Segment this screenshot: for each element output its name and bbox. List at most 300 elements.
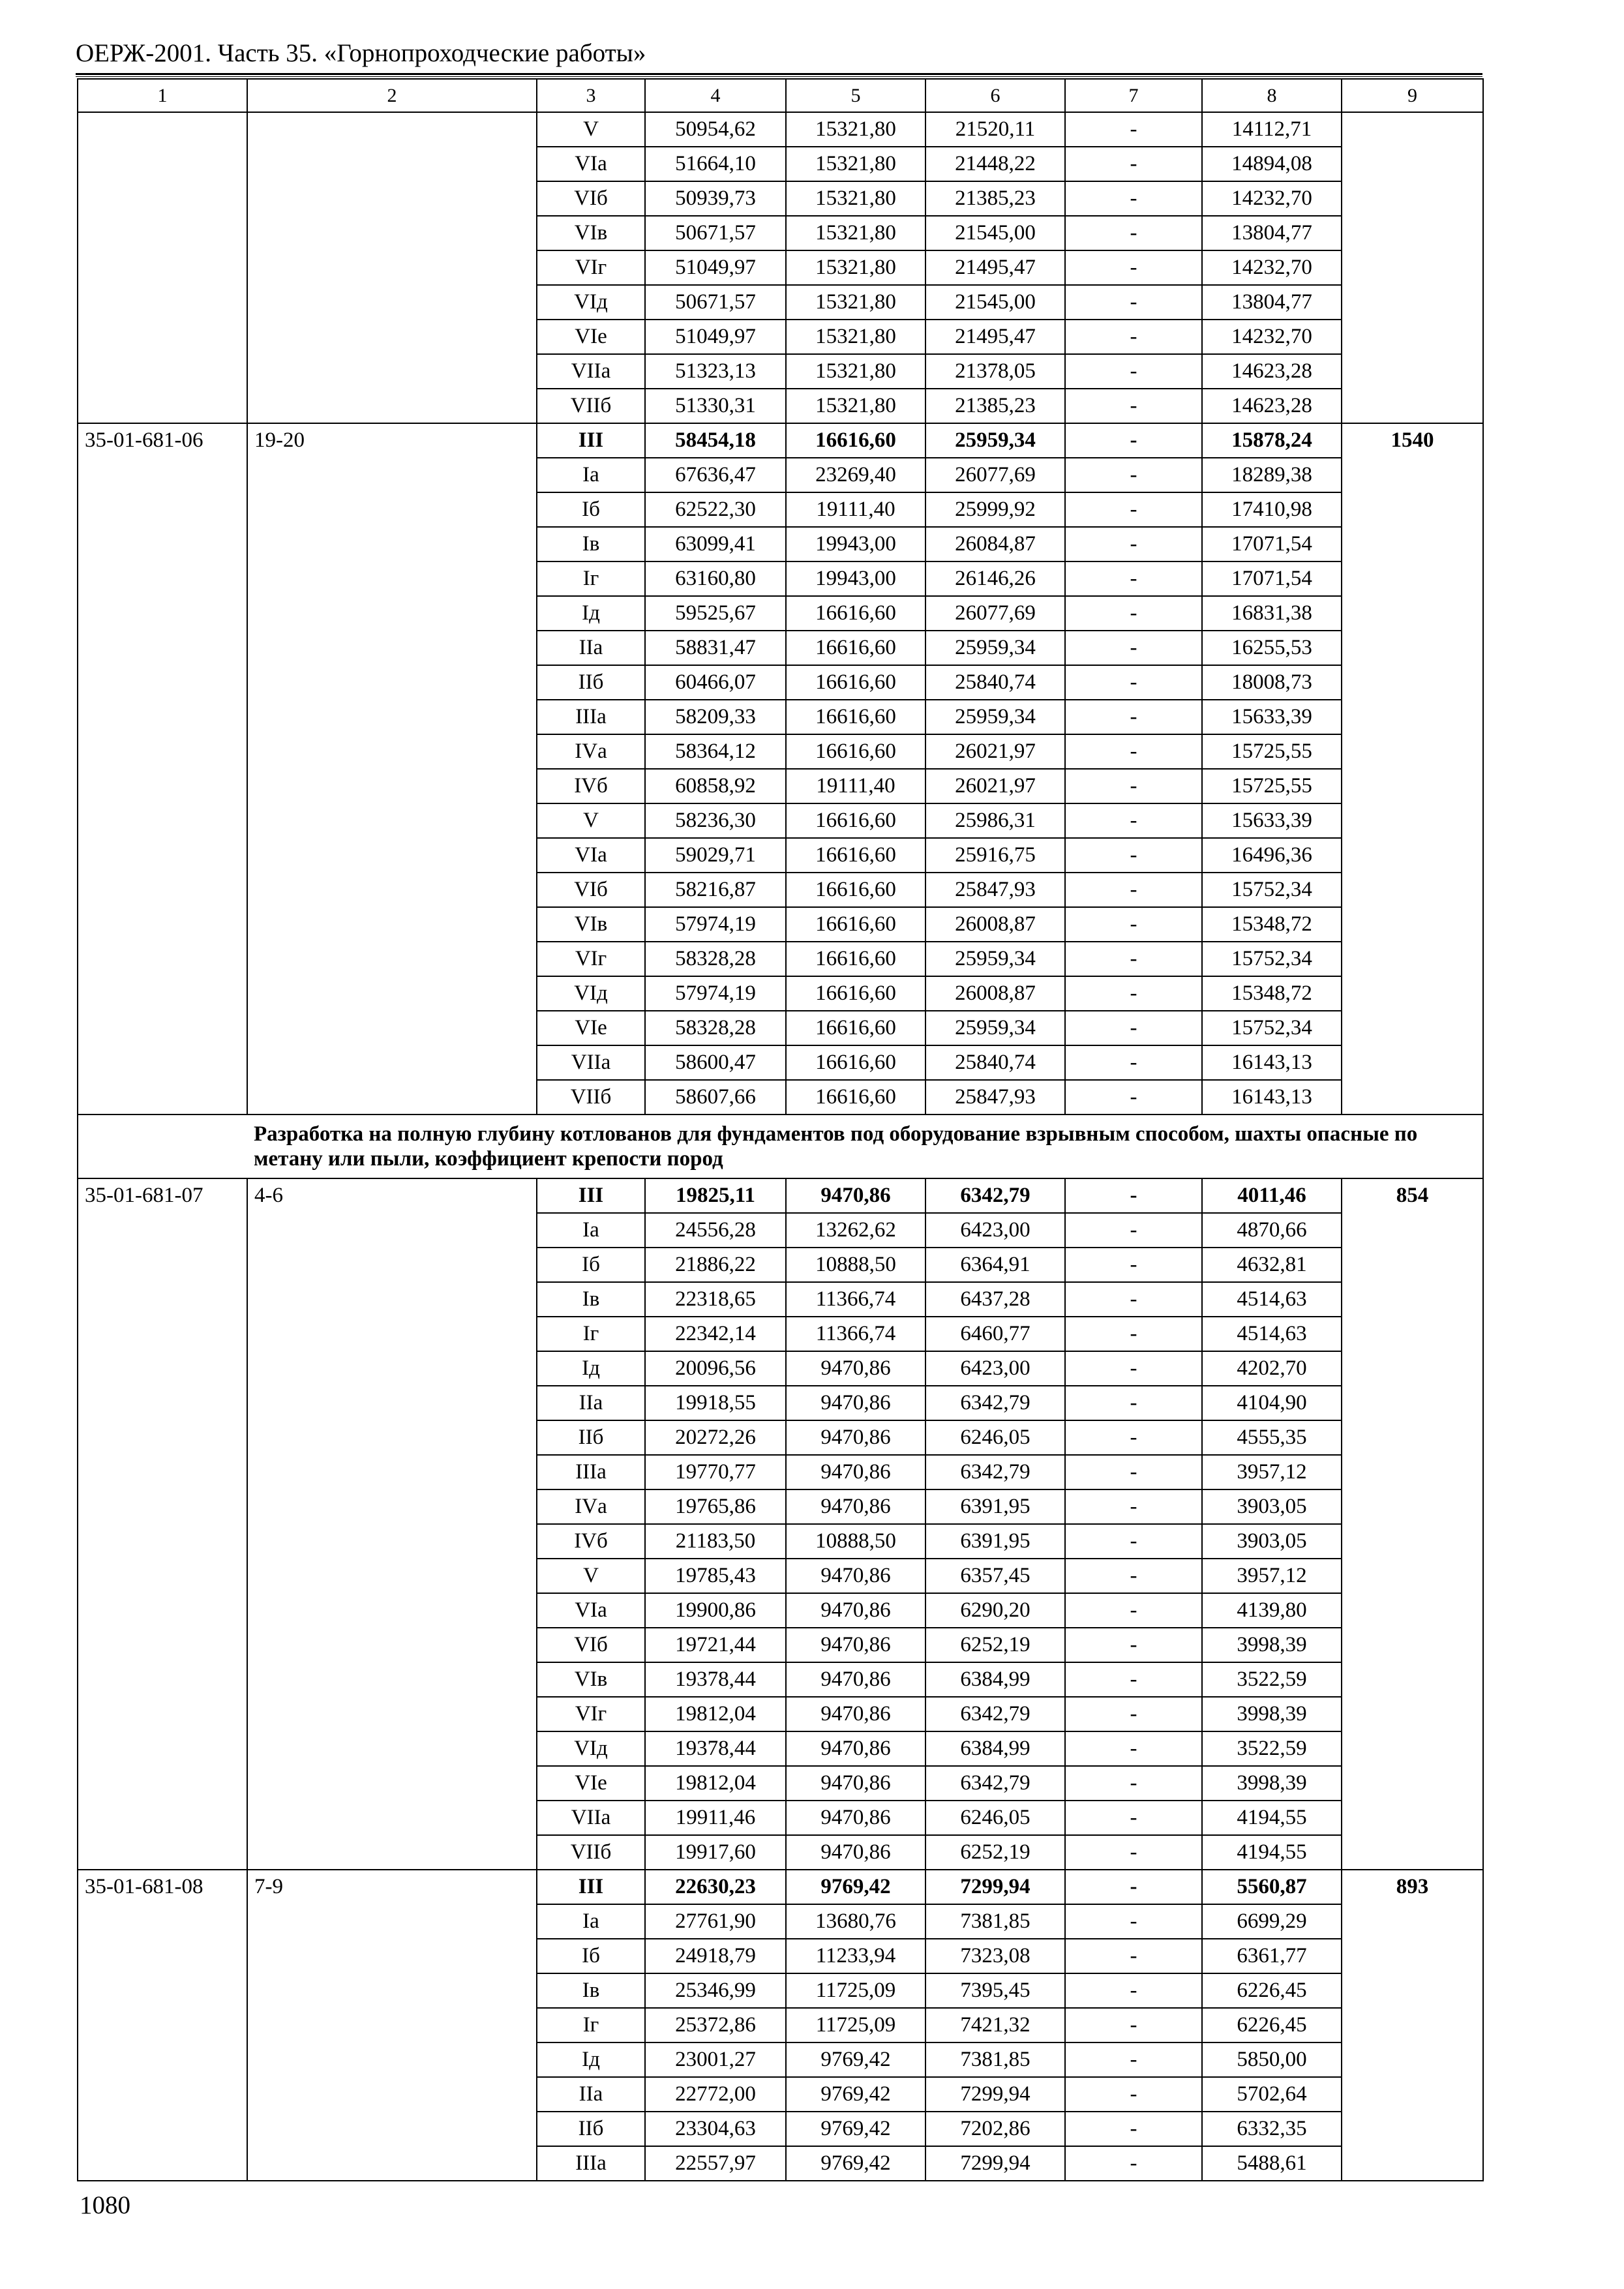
materials-cost: 4870,66 [1202, 1213, 1342, 1248]
materials-cost: 15348,72 [1202, 976, 1342, 1011]
driver-wages: - [1065, 1662, 1202, 1697]
materials-cost: 3998,39 [1202, 1766, 1342, 1801]
materials-cost: 13804,77 [1202, 216, 1342, 250]
machine-cost: 6357,45 [925, 1559, 1065, 1593]
materials-cost: 17410,98 [1202, 492, 1342, 527]
machine-cost: 25959,34 [925, 700, 1065, 734]
driver-wages: - [1065, 1973, 1202, 2008]
materials-cost: 4194,55 [1202, 1835, 1342, 1870]
total-cost: 22772,00 [645, 2077, 786, 2112]
wages: 16616,60 [786, 873, 925, 907]
category: Iб [537, 492, 645, 527]
total-cost: 19812,04 [645, 1766, 786, 1801]
driver-wages: - [1065, 1559, 1202, 1593]
total-cost: 57974,19 [645, 907, 786, 942]
driver-wages: - [1065, 1248, 1202, 1282]
total-cost: 51664,10 [645, 147, 786, 181]
rates-table [77, 78, 1484, 2181]
column-number: 4 [645, 79, 786, 112]
category: VIв [537, 216, 645, 250]
category: Iа [537, 458, 645, 492]
total-cost: 19918,55 [645, 1386, 786, 1420]
driver-wages: - [1065, 1731, 1202, 1766]
machine-cost: 26077,69 [925, 458, 1065, 492]
total-cost: 63160,80 [645, 561, 786, 596]
wages: 9470,86 [786, 1801, 925, 1835]
category: Iг [537, 2008, 645, 2042]
wages: 9470,86 [786, 1697, 925, 1731]
wages: 9470,86 [786, 1178, 925, 1213]
wages: 16616,60 [786, 1045, 925, 1080]
wages: 10888,50 [786, 1248, 925, 1282]
wages: 11725,09 [786, 2008, 925, 2042]
table-row [78, 1178, 1483, 1213]
category: IVб [537, 1524, 645, 1559]
category: IVа [537, 1489, 645, 1524]
category: VIг [537, 1697, 645, 1731]
materials-cost: 17071,54 [1202, 561, 1342, 596]
header-rule-thin [76, 76, 1482, 77]
driver-wages: - [1065, 1178, 1202, 1213]
driver-wages: - [1065, 2042, 1202, 2077]
materials-cost: 3522,59 [1202, 1662, 1342, 1697]
machine-cost: 7421,32 [925, 2008, 1065, 2042]
category: V [537, 1559, 645, 1593]
total-cost: 58328,28 [645, 942, 786, 976]
driver-wages: - [1065, 734, 1202, 769]
driver-wages: - [1065, 2077, 1202, 2112]
total-cost: 27761,90 [645, 1904, 786, 1939]
machine-cost: 6437,28 [925, 1282, 1065, 1317]
total-cost: 50671,57 [645, 216, 786, 250]
driver-wages: - [1065, 1317, 1202, 1351]
total-cost: 51049,97 [645, 320, 786, 354]
total-cost: 22342,14 [645, 1317, 786, 1351]
strength-range [247, 112, 537, 423]
wages: 16616,60 [786, 976, 925, 1011]
machine-cost: 21448,22 [925, 147, 1065, 181]
driver-wages: - [1065, 976, 1202, 1011]
materials-cost: 16143,13 [1202, 1080, 1342, 1115]
machine-cost: 21545,00 [925, 216, 1065, 250]
driver-wages: - [1065, 2112, 1202, 2146]
rate-code: 35-01-681-06 [78, 423, 247, 1115]
category: VIа [537, 147, 645, 181]
column-number-row [78, 79, 1483, 112]
wages: 16616,60 [786, 596, 925, 631]
wages: 9470,86 [786, 1559, 925, 1593]
total-cost: 67636,47 [645, 458, 786, 492]
driver-wages: - [1065, 181, 1202, 216]
materials-cost: 4514,63 [1202, 1282, 1342, 1317]
materials-cost: 5488,61 [1202, 2146, 1342, 2181]
total-cost: 20096,56 [645, 1351, 786, 1386]
category: VIа [537, 838, 645, 873]
wages: 9470,86 [786, 1455, 925, 1489]
category: Iб [537, 1248, 645, 1282]
materials-cost: 14623,28 [1202, 354, 1342, 389]
category: VIб [537, 181, 645, 216]
labor-total: 854 [1342, 1178, 1483, 1870]
total-cost: 19900,86 [645, 1593, 786, 1628]
wages: 19943,00 [786, 561, 925, 596]
materials-cost: 15752,34 [1202, 942, 1342, 976]
total-cost: 19721,44 [645, 1628, 786, 1662]
wages: 9470,86 [786, 1351, 925, 1386]
page-header-title: ОЕРЖ-2001. Часть 35. «Горнопроходческие работы» [76, 39, 646, 67]
total-cost: 62522,30 [645, 492, 786, 527]
machine-cost: 26021,97 [925, 734, 1065, 769]
machine-cost: 25959,34 [925, 1011, 1065, 1045]
materials-cost: 3903,05 [1202, 1524, 1342, 1559]
column-number: 8 [1202, 79, 1342, 112]
machine-cost: 26077,69 [925, 596, 1065, 631]
machine-cost: 25959,34 [925, 423, 1065, 458]
category: VIг [537, 942, 645, 976]
rate-code: 35-01-681-07 [78, 1178, 247, 1870]
wages: 16616,60 [786, 1080, 925, 1115]
driver-wages: - [1065, 561, 1202, 596]
materials-cost: 6361,77 [1202, 1939, 1342, 1973]
driver-wages: - [1065, 803, 1202, 838]
materials-cost: 4514,63 [1202, 1317, 1342, 1351]
materials-cost: 3998,39 [1202, 1697, 1342, 1731]
machine-cost: 21545,00 [925, 285, 1065, 320]
materials-cost: 6332,35 [1202, 2112, 1342, 2146]
category: VIе [537, 1011, 645, 1045]
machine-cost: 7299,94 [925, 1870, 1065, 1904]
materials-cost: 15348,72 [1202, 907, 1342, 942]
driver-wages: - [1065, 838, 1202, 873]
total-cost: 63099,41 [645, 527, 786, 561]
driver-wages: - [1065, 320, 1202, 354]
category: Iд [537, 596, 645, 631]
category: Iд [537, 2042, 645, 2077]
total-cost: 19917,60 [645, 1835, 786, 1870]
table-row [78, 1870, 1483, 1904]
total-cost: 60858,92 [645, 769, 786, 803]
category: IIа [537, 1386, 645, 1420]
category: VIв [537, 1662, 645, 1697]
total-cost: 58209,33 [645, 700, 786, 734]
total-cost: 21183,50 [645, 1524, 786, 1559]
driver-wages: - [1065, 1080, 1202, 1115]
materials-cost: 6226,45 [1202, 1973, 1342, 2008]
column-number: 7 [1065, 79, 1202, 112]
machine-cost: 7381,85 [925, 1904, 1065, 1939]
materials-cost: 4194,55 [1202, 1801, 1342, 1835]
materials-cost: 3903,05 [1202, 1489, 1342, 1524]
category: VIIб [537, 389, 645, 423]
driver-wages: - [1065, 769, 1202, 803]
total-cost: 57974,19 [645, 976, 786, 1011]
driver-wages: - [1065, 389, 1202, 423]
machine-cost: 6384,99 [925, 1731, 1065, 1766]
total-cost: 59525,67 [645, 596, 786, 631]
total-cost: 51323,13 [645, 354, 786, 389]
materials-cost: 3522,59 [1202, 1731, 1342, 1766]
category: III [537, 1870, 645, 1904]
machine-cost: 25847,93 [925, 873, 1065, 907]
category: IVб [537, 769, 645, 803]
materials-cost: 14232,70 [1202, 320, 1342, 354]
wages: 9470,86 [786, 1628, 925, 1662]
machine-cost: 7381,85 [925, 2042, 1065, 2077]
materials-cost: 15633,39 [1202, 803, 1342, 838]
wages: 15321,80 [786, 320, 925, 354]
machine-cost: 6384,99 [925, 1662, 1065, 1697]
column-number: 1 [78, 79, 247, 112]
column-number: 5 [786, 79, 925, 112]
driver-wages: - [1065, 700, 1202, 734]
machine-cost: 26146,26 [925, 561, 1065, 596]
machine-cost: 21495,47 [925, 250, 1065, 285]
materials-cost: 16255,53 [1202, 631, 1342, 665]
wages: 13262,62 [786, 1213, 925, 1248]
driver-wages: - [1065, 112, 1202, 147]
wages: 9769,42 [786, 2042, 925, 2077]
driver-wages: - [1065, 907, 1202, 942]
wages: 16616,60 [786, 631, 925, 665]
total-cost: 50671,57 [645, 285, 786, 320]
total-cost: 19911,46 [645, 1801, 786, 1835]
machine-cost: 25847,93 [925, 1080, 1065, 1115]
category: IIIа [537, 1455, 645, 1489]
driver-wages: - [1065, 1386, 1202, 1420]
page-number: 1080 [80, 2191, 130, 2219]
wages: 15321,80 [786, 216, 925, 250]
wages: 9470,86 [786, 1386, 925, 1420]
wages: 15321,80 [786, 354, 925, 389]
machine-cost: 6364,91 [925, 1248, 1065, 1282]
materials-cost: 16496,36 [1202, 838, 1342, 873]
category: VIе [537, 320, 645, 354]
total-cost: 58607,66 [645, 1080, 786, 1115]
wages: 9470,86 [786, 1662, 925, 1697]
materials-cost: 15633,39 [1202, 700, 1342, 734]
category: VIIа [537, 1045, 645, 1080]
driver-wages: - [1065, 1835, 1202, 1870]
total-cost: 24556,28 [645, 1213, 786, 1248]
driver-wages: - [1065, 1766, 1202, 1801]
wages: 9769,42 [786, 2112, 925, 2146]
category: VIг [537, 250, 645, 285]
materials-cost: 4555,35 [1202, 1420, 1342, 1455]
total-cost: 50939,73 [645, 181, 786, 216]
total-cost: 22318,65 [645, 1282, 786, 1317]
machine-cost: 26008,87 [925, 907, 1065, 942]
driver-wages: - [1065, 1489, 1202, 1524]
wages: 16616,60 [786, 907, 925, 942]
total-cost: 58364,12 [645, 734, 786, 769]
total-cost: 22557,97 [645, 2146, 786, 2181]
machine-cost: 26084,87 [925, 527, 1065, 561]
materials-cost: 5702,64 [1202, 2077, 1342, 2112]
driver-wages: - [1065, 1697, 1202, 1731]
category: Iв [537, 1973, 645, 2008]
materials-cost: 16831,38 [1202, 596, 1342, 631]
machine-cost: 7395,45 [925, 1973, 1065, 2008]
machine-cost: 6252,19 [925, 1835, 1065, 1870]
materials-cost: 15725,55 [1202, 734, 1342, 769]
category: V [537, 112, 645, 147]
category: VIб [537, 1628, 645, 1662]
total-cost: 19378,44 [645, 1731, 786, 1766]
category: VIе [537, 1766, 645, 1801]
driver-wages: - [1065, 1870, 1202, 1904]
materials-cost: 6699,29 [1202, 1904, 1342, 1939]
materials-cost: 4104,90 [1202, 1386, 1342, 1420]
wages: 15321,80 [786, 250, 925, 285]
driver-wages: - [1065, 1282, 1202, 1317]
materials-cost: 16143,13 [1202, 1045, 1342, 1080]
total-cost: 25372,86 [645, 2008, 786, 2042]
wages: 9470,86 [786, 1593, 925, 1628]
total-cost: 51330,31 [645, 389, 786, 423]
category: Iв [537, 527, 645, 561]
machine-cost: 25840,74 [925, 1045, 1065, 1080]
wages: 15321,80 [786, 112, 925, 147]
machine-cost: 6252,19 [925, 1628, 1065, 1662]
labor-total [1342, 112, 1483, 423]
materials-cost: 14232,70 [1202, 250, 1342, 285]
total-cost: 58236,30 [645, 803, 786, 838]
wages: 9470,86 [786, 1489, 925, 1524]
machine-cost: 21378,05 [925, 354, 1065, 389]
strength-range: 7-9 [247, 1870, 537, 2181]
total-cost: 19812,04 [645, 1697, 786, 1731]
wages: 10888,50 [786, 1524, 925, 1559]
rate-code [78, 112, 247, 423]
materials-cost: 13804,77 [1202, 285, 1342, 320]
rate-code: 35-01-681-08 [78, 1870, 247, 2181]
total-cost: 59029,71 [645, 838, 786, 873]
machine-cost: 25840,74 [925, 665, 1065, 700]
driver-wages: - [1065, 2146, 1202, 2181]
category: IIб [537, 665, 645, 700]
labor-total: 893 [1342, 1870, 1483, 2181]
materials-cost: 14232,70 [1202, 181, 1342, 216]
wages: 9769,42 [786, 1870, 925, 1904]
category: IIб [537, 2112, 645, 2146]
header-rule [76, 73, 1482, 75]
machine-cost: 6342,79 [925, 1766, 1065, 1801]
table-row [78, 423, 1483, 458]
machine-cost: 7299,94 [925, 2146, 1065, 2181]
materials-cost: 15752,34 [1202, 1011, 1342, 1045]
machine-cost: 6246,05 [925, 1420, 1065, 1455]
materials-cost: 14894,08 [1202, 147, 1342, 181]
machine-cost: 25959,34 [925, 631, 1065, 665]
driver-wages: - [1065, 596, 1202, 631]
materials-cost: 15878,24 [1202, 423, 1342, 458]
machine-cost: 21385,23 [925, 389, 1065, 423]
driver-wages: - [1065, 1351, 1202, 1386]
category: IIа [537, 631, 645, 665]
category: VIIа [537, 354, 645, 389]
wages: 9470,86 [786, 1766, 925, 1801]
driver-wages: - [1065, 2008, 1202, 2042]
materials-cost: 14623,28 [1202, 389, 1342, 423]
wages: 16616,60 [786, 734, 925, 769]
category: VIд [537, 1731, 645, 1766]
category: VIIб [537, 1835, 645, 1870]
materials-cost: 6226,45 [1202, 2008, 1342, 2042]
wages: 9470,86 [786, 1420, 925, 1455]
strength-range: 4-6 [247, 1178, 537, 1870]
total-cost: 24918,79 [645, 1939, 786, 1973]
machine-cost: 6342,79 [925, 1455, 1065, 1489]
wages: 16616,60 [786, 423, 925, 458]
wages: 9470,86 [786, 1731, 925, 1766]
driver-wages: - [1065, 147, 1202, 181]
machine-cost: 6246,05 [925, 1801, 1065, 1835]
machine-cost: 6342,79 [925, 1386, 1065, 1420]
machine-cost: 7202,86 [925, 2112, 1065, 2146]
wages: 16616,60 [786, 665, 925, 700]
machine-cost: 6423,00 [925, 1351, 1065, 1386]
category: III [537, 423, 645, 458]
driver-wages: - [1065, 1628, 1202, 1662]
machine-cost: 7299,94 [925, 2077, 1065, 2112]
category: VIIб [537, 1080, 645, 1115]
total-cost: 23001,27 [645, 2042, 786, 2077]
wages: 15321,80 [786, 285, 925, 320]
section-heading: Разработка на полную глубину котлованов для фундаментов под оборудование взрывным способом, шахты опасные по метану или пыли, коэффициент крепости пород [247, 1115, 1483, 1178]
wages: 11725,09 [786, 1973, 925, 2008]
materials-cost: 18008,73 [1202, 665, 1342, 700]
materials-cost: 4202,70 [1202, 1351, 1342, 1386]
wages: 11233,94 [786, 1939, 925, 1973]
driver-wages: - [1065, 423, 1202, 458]
machine-cost: 25999,92 [925, 492, 1065, 527]
driver-wages: - [1065, 665, 1202, 700]
category: Iа [537, 1904, 645, 1939]
wages: 16616,60 [786, 1011, 925, 1045]
column-number: 2 [247, 79, 537, 112]
strength-range: 19-20 [247, 423, 537, 1115]
materials-cost: 3957,12 [1202, 1455, 1342, 1489]
driver-wages: - [1065, 631, 1202, 665]
machine-cost: 21385,23 [925, 181, 1065, 216]
category: III [537, 1178, 645, 1213]
section-heading-row [78, 1115, 1483, 1178]
total-cost: 58600,47 [645, 1045, 786, 1080]
driver-wages: - [1065, 1801, 1202, 1835]
materials-cost: 17071,54 [1202, 527, 1342, 561]
category: IIIа [537, 700, 645, 734]
total-cost: 19785,43 [645, 1559, 786, 1593]
wages: 15321,80 [786, 389, 925, 423]
driver-wages: - [1065, 1593, 1202, 1628]
materials-cost: 4139,80 [1202, 1593, 1342, 1628]
category: IIIа [537, 2146, 645, 2181]
total-cost: 51049,97 [645, 250, 786, 285]
driver-wages: - [1065, 1904, 1202, 1939]
machine-cost: 6290,20 [925, 1593, 1065, 1628]
machine-cost: 7323,08 [925, 1939, 1065, 1973]
total-cost: 19765,86 [645, 1489, 786, 1524]
wages: 13680,76 [786, 1904, 925, 1939]
total-cost: 58454,18 [645, 423, 786, 458]
category: Iа [537, 1213, 645, 1248]
machine-cost: 21495,47 [925, 320, 1065, 354]
category: IIа [537, 2077, 645, 2112]
driver-wages: - [1065, 250, 1202, 285]
category: IVа [537, 734, 645, 769]
category: Iг [537, 561, 645, 596]
materials-cost: 3998,39 [1202, 1628, 1342, 1662]
